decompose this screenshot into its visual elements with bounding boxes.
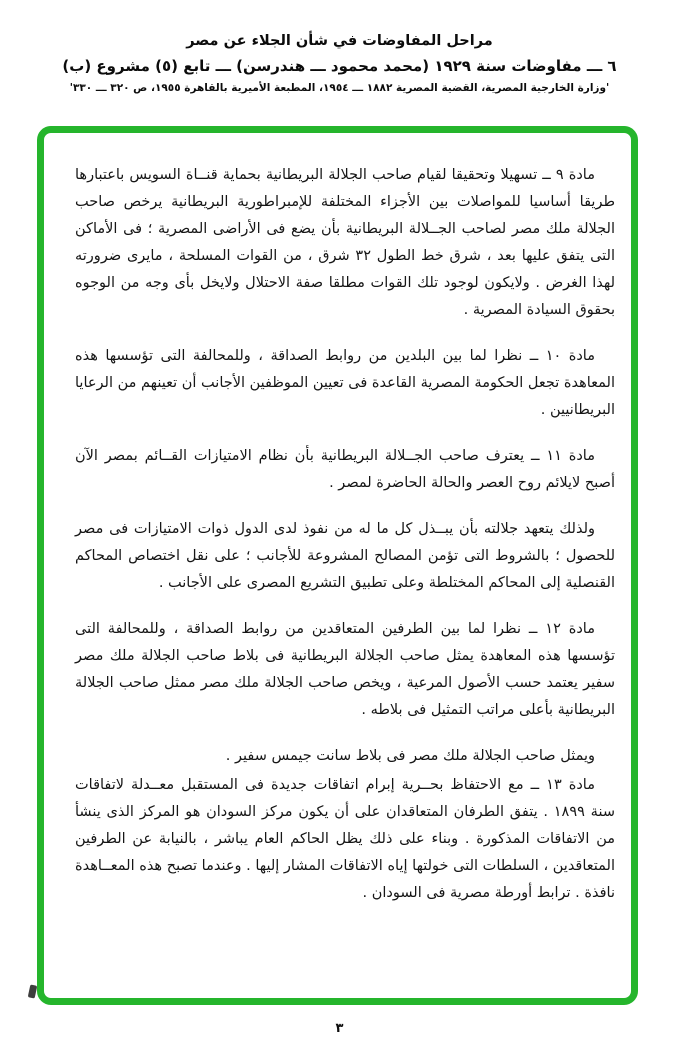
page-number: ٣ <box>335 1021 344 1036</box>
ink-smudge-mark <box>28 984 38 998</box>
article-paragraph: مادة ١١ ــ يعترف صاحب الجــلالة البريطانية بأن نظام الامتيازات القــائم بمصر الآن أصبح لايلائم روح العصر والحالة الحاضرة لمصر . <box>75 448 615 491</box>
article-paragraph: مادة ١٢ ــ نظرا لما بين الطرفين المتعاقدين من روابط الصداقة ، وللمحالفة التى تؤسسها هذه المعاهدة يمثل صاحب الجلالة البريطانية فى بلاط صاحب الجلالة ملك مصر سفير يعتمد حسب الأصول المرعية ، ويخص صاحب الجلالة ملك مصر ممثل صاحب الجلالة البريطانية بأعلى مراتب التمثيل فى بلاطه . <box>75 621 615 718</box>
document-subtitle: ٦ ـــ مفاوضات سنة ١٩٢٩ (محمد محمود ـــ هندرسن) ـــ تابع (٥) مشروع (ب) <box>62 57 617 75</box>
article-paragraph: مادة ١٣ ــ مع الاحتفاظ بحــرية إبرام اتفاقات جديدة فى المستقبل معــدلة لاتفاقات سنة ١٨٩٩ . يتفق الطرفان المتعاقدان على أن يكون مركز السودان هو المركز الذى ينشأ من الاتفاقات المذكورة . وبناء على ذلك يظل الحاكم العام يباشر ، بالنيابة عن الطرفين المتعاقدين ، السلطات التى خولتها إياه الاتفاقات المشار إليها . وعندما تصبح هذه المعــاهدة نافذة . ترابط أورطة مصرية فى السودان . <box>75 777 615 901</box>
article-paragraph: مادة ٩ ــ تسهيلا وتحقيقا لقيام صاحب الجلالة البريطانية بحماية قنــاة السويس باعتبارها طريقا أساسيا للمواصلات بين الأجزاء المختلفة للإمبراطورية البريطانية يرخص صاحب الجلالة ملك مصر لصاحب الجــلالة البريطانية بأن يضع فى الأراضى المصرية ؛ فى الأماكن التى يتفق عليها بعد ، شرق خط الطول ٣٢ شرق ، من القوات المسلحة ، مايرى ضرورته لهذا الغرض . ولايكون لوجود تلك القوات مطلقا صفة الاحتلال ولايخل بأى وجه من الوجوه بحقوق السيادة المصرية . <box>75 167 615 318</box>
source-citation: 'وزارة الخارجية المصرية، القضية المصرية ١٨٨٢ ـــ ١٩٥٤، المطبعة الأميرية بالقاهرة ١٩٥٥، ص ٣٢٠ ـــ ٣٣٠' <box>69 82 610 94</box>
article-paragraph: ولذلك يتعهد جلالته بأن يبــذل كل ما له من نفوذ لدى الدول ذوات الامتيازات فى مصر للحصول ؛ بالشروط التى تؤمن المصالح المشروعة للأجانب ؛ على نقل اختصاص المحاكم القنصلية إلى المحاكم المختلطة وعلى تطبيق التشريع المصرى على الأجانب . <box>75 521 615 591</box>
article-paragraph: مادة ١٠ ــ نظرا لما بين البلدين من روابط الصداقة ، وللمحالفة التى تؤسسها هذه المعاهدة تجعل الحكومة المصرية القاعدة فى تعيين الموظفين الأجانب أن تعينهم من الرعايا البريطانيين . <box>75 348 615 418</box>
page-header <box>0 33 679 94</box>
document-body <box>75 162 615 907</box>
document-title: مراحل المفاوضات في شأن الجلاء عن مصر <box>186 33 493 49</box>
article-paragraph: ويمثل صاحب الجلالة ملك مصر فى بلاط سانت جيمس سفير . <box>225 748 595 764</box>
